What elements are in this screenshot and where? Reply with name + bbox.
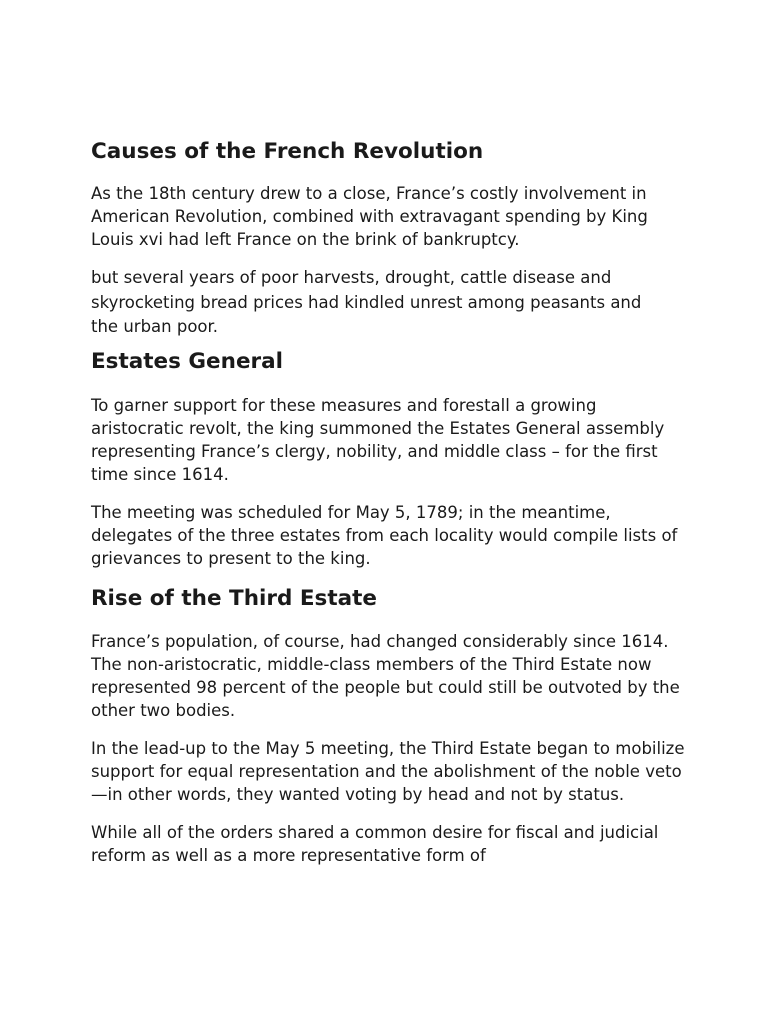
section-heading-causes: Causes of the French Revolution [91, 139, 484, 164]
paragraph-third-estate-2: In the lead-up to the May 5 meeting, the Third Estate began to mobilize support for equal representation and the abolishment of the noble veto—in other words, they wanted voting by head and not by status. [91, 738, 685, 804]
section-heading-estates-general: Estates General [91, 348, 284, 374]
paragraph-third-estate-1: France’s population, of course, had changed considerably since 1614. The non-aristocratic, middle-class members of the Third Estate now represented 98 percent of the people but could still be outvoted by the other two bodies. [91, 631, 680, 720]
section-heading-third-estate: Rise of the Third Estate [91, 585, 377, 611]
paragraph-causes-1: As the 18th century drew to a close, France’s costly involvement in American Revolution, combined with extravagant spending by King Louis xvi had left France on the brink of bankruptcy. [91, 184, 648, 249]
paragraph-estates-general-2: The meeting was scheduled for May 5, 1789; in the meantime, delegates of the three estates from each locality would compile lists of grievances to present to the king. [91, 502, 678, 568]
paragraph-estates-general-1: To garner support for these measures and forestall a growing aristocratic revolt, the king summoned the Estates General assembly representing France’s clergy, nobility, and middle class – for the first time since 1614. [91, 395, 665, 484]
document-body [91, 138, 691, 867]
paragraph-causes-2: but several years of poor harvests, drought, cattle disease and skyrocketing bread prices had kindled unrest among peasants and the urban poor. [91, 268, 642, 336]
paragraph-third-estate-3: While all of the orders shared a common desire for fiscal and judicial reform as well as a more representative form of [91, 822, 659, 865]
